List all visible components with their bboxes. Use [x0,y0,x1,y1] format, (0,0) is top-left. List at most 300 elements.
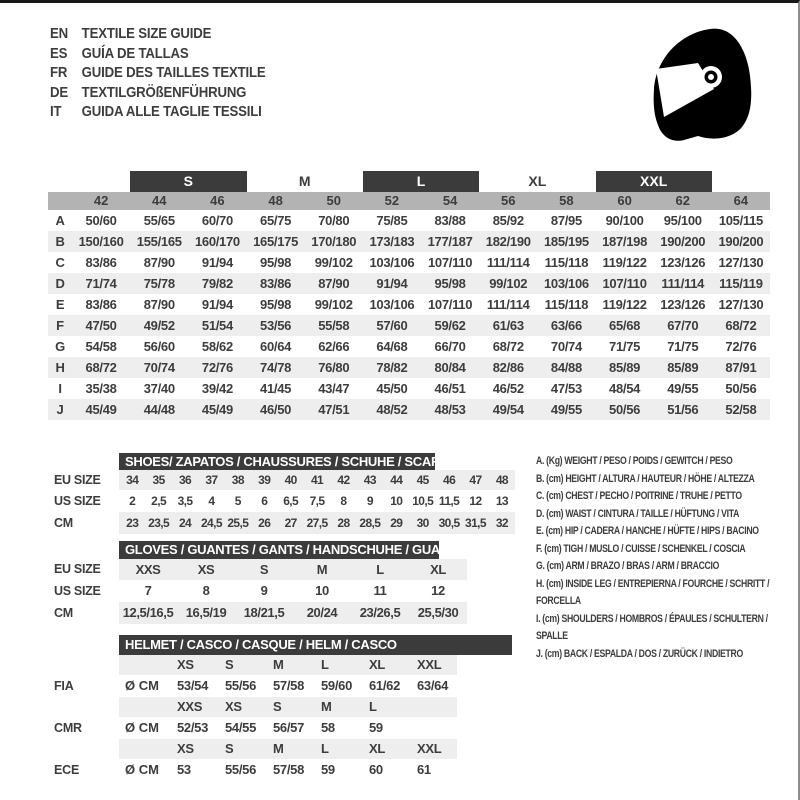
value-cell: 51/54 [201,318,233,333]
value-cell: 75/85 [376,213,408,228]
value-cell: 46 [443,473,456,487]
value-cell: 82/86 [492,360,524,375]
value-cell: 165/175 [253,234,299,249]
value-cell: 91/94 [201,297,233,312]
value-cell: 72/76 [725,339,757,354]
helmet-sizes-row [48,655,457,675]
row-label: CM [54,606,73,620]
value-cell: 56/60 [143,339,175,354]
value-cell: 111/114 [661,276,705,291]
value-cell: 85/92 [492,213,524,228]
value-cell: 58/62 [201,339,233,354]
group-spacer [48,171,72,192]
legend-item: F. (cm) TIGH / MUSLO / CUISSE / SCHENKEL / COSCIA [536,542,746,555]
legend-item: I. (cm) SHOULDERS / HOMBROS / ÉPAULES / SCHULTERN / SPALLE [536,612,768,642]
row-label: US SIZE [54,494,101,508]
value-cell: 32 [495,516,508,530]
value-cell: 10,5 [412,494,434,508]
value-cell: XS [197,562,215,577]
size-cell: L [369,699,377,714]
legend-item: C. (cm) CHEST / PECHO / POITRINE / TRUHE / PETTO [536,490,742,502]
textile-row-j [48,399,770,420]
language-row [50,24,266,44]
value-cell: 49/55 [550,402,582,417]
row-label: G [55,339,65,354]
value-cell: 190/200 [660,234,706,249]
value-cell: 107/110 [427,255,473,270]
value-cell: 160/170 [194,234,240,249]
value-cell: 119/122 [602,297,647,312]
language-row [50,44,266,64]
unit-label: Ø CM [125,762,159,777]
textile-row-e [48,294,770,315]
gloves-size-table [48,541,467,624]
value-cell: 8 [202,583,210,598]
value-cell: 115/118 [544,297,589,312]
value-cell: M [316,562,328,577]
value-cell: 41/45 [260,381,292,396]
row-label: E [55,297,65,312]
row-label: US SIZE [54,584,101,598]
size-cell: XS [225,699,242,714]
legend-item: B. (cm) HEIGHT / ALTURA / HAUTEUR / HÖHE / ALTEZZA [536,472,755,485]
size-cell: XXL [417,741,442,756]
value-cell: 65/68 [609,318,641,333]
value-cell: 99/102 [314,255,353,270]
gloves-row [48,559,467,580]
value-cell: 36 [178,473,192,487]
value-cell: 23,5 [148,516,170,530]
helmet-value-cells [119,675,457,697]
value-cell: 7,5 [309,494,325,508]
value-cell: 48/54 [609,381,641,396]
language-title: TEXTILGRÖßENFÜHRUNG [81,83,247,101]
value-cell: 91/94 [376,276,408,291]
value-cell: 37 [205,473,218,487]
value-cell: 74/78 [260,360,292,375]
value-cell: 39 [258,473,271,487]
size-cell: 48 [268,193,283,208]
value-cell: 187/198 [602,234,648,249]
value-cell: 119/122 [602,255,647,270]
value-cell: 10 [390,494,403,508]
value-cell: 60 [369,762,383,777]
size-cell: 44 [152,193,167,208]
textile-row-d [48,273,770,294]
language-code: EN [50,25,68,42]
size-cell: S [273,699,282,714]
textile-row-i [48,378,770,399]
size-cell: 60 [617,193,632,208]
value-cell: 72/76 [201,360,233,375]
value-cell: 59 [321,762,335,777]
value-cell: 87/95 [550,213,582,228]
value-cell: 53 [177,762,191,777]
group-empty [72,171,130,192]
value-cell: 16,5/19 [185,605,227,620]
size-cell: 52 [384,193,400,208]
value-cell: 63/64 [417,678,449,693]
value-cell: 84/88 [550,360,582,375]
value-cell: 46/52 [492,381,524,396]
value-cell: 47 [469,473,482,487]
textile-size-table [48,171,770,420]
value-cell: 25,5/30 [417,605,459,620]
value-cell: 68/72 [85,360,117,375]
value-cell: 55/58 [318,318,350,333]
value-cell: 71/75 [667,339,699,354]
legend-item: G. (cm) ARM / BRAZO / BRAS / ARM / BRACCIO [536,560,720,572]
value-cell: 45/49 [201,402,233,417]
value-cell: 60/64 [260,339,292,354]
value-cell: 54/58 [85,339,117,354]
value-cell: 70/74 [550,339,582,354]
value-cell: 123/126 [660,297,706,312]
size-cell: XS [177,741,194,756]
value-cell: 107/110 [602,276,647,291]
value-cell: 40 [284,473,297,487]
value-cell: 95/98 [260,255,292,270]
value-cell: 23/26,5 [359,605,401,620]
row-label: CM [54,516,73,530]
unit-spacer [119,655,169,675]
size-cell: XL [369,657,386,672]
value-cell: 34 [126,473,139,487]
gloves-header-bar: GLOVES / GUANTES / GANTS / HANDSCHUHE / GUANTI [119,541,439,559]
value-cell: 28 [337,516,350,530]
standard-label: ECE [54,763,80,777]
helmet-values-row [48,675,457,697]
language-list [50,24,266,122]
size-cell: L [321,657,329,672]
value-cell: 99/102 [314,297,353,312]
value-cell: 87/91 [725,360,757,375]
textile-row-h [48,357,770,378]
value-cell: 35/38 [85,381,117,396]
size-cell: XXS [177,699,203,714]
value-cell: XXS [135,562,161,577]
shoes-row [48,470,515,490]
value-cell: 37/40 [143,381,175,396]
row-label: D [55,276,65,291]
language-code: DE [50,83,68,101]
language-row [50,83,266,103]
value-cell: 107/110 [427,297,473,312]
value-cell: 12,5/16,5 [122,605,174,620]
value-cell: 79/82 [201,276,233,291]
value-cell: 68/72 [492,339,524,354]
value-cell: 43/47 [318,381,350,396]
value-cell: 57/58 [273,678,305,693]
value-cell: 59/62 [434,318,466,333]
value-cell: 47/50 [85,318,117,333]
size-cell: 50 [326,193,341,208]
language-code: ES [50,44,68,62]
value-cell: 76/80 [318,360,350,375]
value-cell: 68/72 [725,318,757,333]
value-cell: 55/56 [225,762,257,777]
row-label-spacer [48,697,119,717]
gloves-row [48,602,467,624]
unit-label: Ø CM [125,678,159,693]
shoes-row [48,512,515,534]
value-cell: 95/98 [260,297,292,312]
value-cell: 70/80 [318,213,350,228]
row-label: A [55,213,65,228]
value-cell: 83/86 [85,255,117,270]
value-cell: 59/60 [321,678,353,693]
value-cell: 50/60 [85,213,117,228]
value-cell: 45 [416,473,429,487]
value-cell: 27 [284,516,297,530]
value-cell: 66/70 [434,339,466,354]
size-cell: M [273,741,284,756]
unit-spacer [119,697,169,717]
value-cell: 111/114 [486,255,530,270]
value-cell: 80/84 [434,360,466,375]
row-label: C [55,255,65,270]
helmet-sizes-row [48,739,457,759]
textile-group-row [48,171,770,192]
helmet-size-table [48,635,457,781]
value-cell: 87/90 [143,255,175,270]
value-cell: 85/89 [667,360,699,375]
value-cell: 103/106 [369,297,415,312]
value-cell: 65/75 [260,213,292,228]
value-cell: 62/66 [318,339,350,354]
shoes-cells [119,490,515,512]
size-cell: 62 [675,193,690,208]
value-cell: 115/118 [544,255,589,270]
value-cell: 123/126 [660,255,706,270]
value-cell: 61/63 [492,318,524,333]
value-cell: 31,5 [465,516,486,530]
shoes-row [48,490,515,512]
value-cell: 45/50 [376,381,408,396]
value-cell: 44/48 [143,402,175,417]
size-cell: M [273,657,284,672]
value-cell: 9 [260,583,268,598]
size-cell: 56 [501,193,516,208]
textile-row-a [48,210,770,231]
helmet-values-row [48,717,457,739]
language-title: GUIDA ALLE TAGLIE TESSILI [81,103,262,120]
value-cell: 53/56 [260,318,292,333]
value-cell: 4 [208,494,215,508]
size-group-l: L [363,171,479,192]
helmet-size-cells [119,697,457,717]
value-cell: 50/56 [609,402,641,417]
language-code: FR [50,64,68,81]
value-cell: 39/42 [201,381,233,396]
size-cell: L [321,741,329,756]
value-cell: 47/53 [550,381,582,396]
value-cell: 83/88 [434,213,466,228]
measurement-legend [536,453,781,663]
size-cell: 42 [93,193,109,208]
legend-item: E. (cm) HIP / CADERA / HANCHE / HÜFTE / HIPS / BACINO [536,525,759,537]
value-cell: XL [430,562,446,577]
helmet-header-bar: HELMET / CASCO / CASQUE / HELM / CASCO [119,635,512,655]
language-code: IT [50,103,62,120]
value-cell: 48 [495,473,508,487]
row-label-spacer [48,655,119,675]
value-cell: 91/94 [201,255,233,270]
size-group-xxl: XXL [596,171,712,192]
helmet-value-cells [119,717,457,739]
value-cell: 127/130 [718,297,764,312]
shoes-cells [119,512,515,534]
value-cell: 13 [495,494,508,508]
value-cell: 12 [431,583,445,598]
value-cell: 52/53 [177,720,209,735]
value-cell: 20/24 [306,605,338,620]
size-cell: 64 [733,193,749,208]
language-title: TEXTILE SIZE GUIDE [81,25,212,42]
language-title: GUIDE DES TAILLES TEXTILE [81,64,266,81]
value-cell: 45/49 [85,402,117,417]
row-label: F [56,318,64,333]
size-cell: XL [369,741,386,756]
value-cell: 103/106 [369,255,415,270]
group-empty [712,171,770,192]
row-label-spacer [48,739,119,759]
size-cell: 58 [559,193,574,208]
row-label: I [58,381,62,396]
value-cell: 87/90 [318,276,350,291]
value-cell: 23 [126,516,139,530]
value-cell: 57/60 [376,318,408,333]
value-cell: 42 [337,473,350,487]
value-cell: 46/50 [260,402,292,417]
value-cell: 150/160 [78,234,124,249]
value-cell: 11 [373,583,387,598]
shoes-cells [119,470,515,490]
value-cell: 6 [261,494,268,508]
value-cell: 67/70 [667,318,699,333]
value-cell: 155/165 [136,234,182,249]
value-cell: 44 [390,473,403,487]
value-cell: 52/58 [725,402,757,417]
value-cell: 71/74 [85,276,117,291]
helmet-values-row [48,759,457,781]
legend-item: D. (cm) WAIST / CINTURA / TAILLE / HÜFTUNG / VITA [536,507,740,520]
value-cell: 35 [152,473,165,487]
value-cell: 64/68 [376,339,408,354]
value-cell: 75/78 [143,276,175,291]
value-cell: 90/100 [605,213,644,228]
textile-row-g [48,336,770,357]
value-cell: 71/75 [609,339,641,354]
value-cell: 170/180 [311,234,357,249]
value-cell: 10 [315,583,329,598]
shoes-header-bar: SHOES/ ZAPATOS / CHAUSSURES / SCHUHE / SCARPE [119,453,435,470]
value-cell: 54/55 [225,720,257,735]
size-cell: S [225,657,234,672]
value-cell: 28,5 [359,516,381,530]
row-label: H [55,360,65,375]
value-cell: 182/190 [485,234,531,249]
value-cell: 57/58 [273,762,305,777]
value-cell: 24 [178,516,192,530]
size-cell: XS [177,657,194,672]
language-title: GUÍA DE TALLAS [81,44,189,62]
value-cell: 49/55 [667,381,699,396]
standard-label: FIA [54,679,74,693]
full-face-helmet-icon [650,27,758,145]
row-label: EU SIZE [54,562,101,576]
value-cell: 51/56 [667,402,699,417]
value-cell: 25,5 [227,516,249,530]
textile-sizes-row [48,192,770,210]
value-cell: 111/114 [486,297,530,312]
row-label: J [56,402,64,417]
shoes-size-table [48,453,515,534]
value-cell: 87/90 [143,297,175,312]
value-cell: 70/74 [143,360,175,375]
gloves-row [48,580,467,602]
value-cell: 185/195 [543,234,589,249]
value-cell: 11,5 [438,494,460,508]
unit-spacer [119,739,169,759]
size-cell: 54 [442,193,458,208]
value-cell: 38 [231,473,244,487]
value-cell: 2 [129,494,136,508]
textile-row-f [48,315,770,336]
value-cell: 5 [234,494,241,508]
value-cell: 24,5 [200,516,222,530]
row-label: B [55,234,65,249]
value-cell: 56/57 [273,720,305,735]
value-cell: 47/51 [318,402,350,417]
value-cell: 53/54 [177,678,209,693]
row-label: EU SIZE [54,473,101,487]
value-cell: 103/106 [543,276,589,291]
value-cell: 49/54 [492,402,524,417]
value-cell: 12 [469,494,482,508]
value-cell: L [376,562,384,577]
value-cell: 55/65 [143,213,175,228]
value-cell: 43 [363,473,376,487]
value-cell: 3,5 [177,494,193,508]
value-cell: 48/52 [376,402,408,417]
value-cell: 105/115 [718,213,763,228]
language-row [50,102,266,122]
value-cell: 8 [340,494,347,508]
size-group-m: M [298,173,311,189]
textile-row-c [48,252,770,273]
value-cell: 61/62 [369,678,401,693]
value-cell: 7 [144,583,152,598]
unit-label: Ø CM [125,720,159,735]
helmet-size-cells [119,655,457,675]
value-cell: 26 [258,516,271,530]
value-cell: 177/187 [427,234,473,249]
helmet-value-cells [119,759,457,781]
legend-item: J. (cm) BACK / ESPALDA / DOS / ZURÜCK / INDIETRO [536,647,743,660]
value-cell: 83/86 [260,276,292,291]
value-cell: 60/70 [201,213,233,228]
size-group-xl: XL [528,173,547,189]
value-cell: 48/53 [434,402,466,417]
value-cell: 30,5 [438,516,460,530]
value-cell: 27,5 [306,516,328,530]
value-cell: 85/89 [609,360,641,375]
value-cell: 49/52 [143,318,175,333]
value-cell: 63/66 [550,318,582,333]
value-cell: 55/56 [225,678,257,693]
value-cell: 95/100 [663,213,702,228]
